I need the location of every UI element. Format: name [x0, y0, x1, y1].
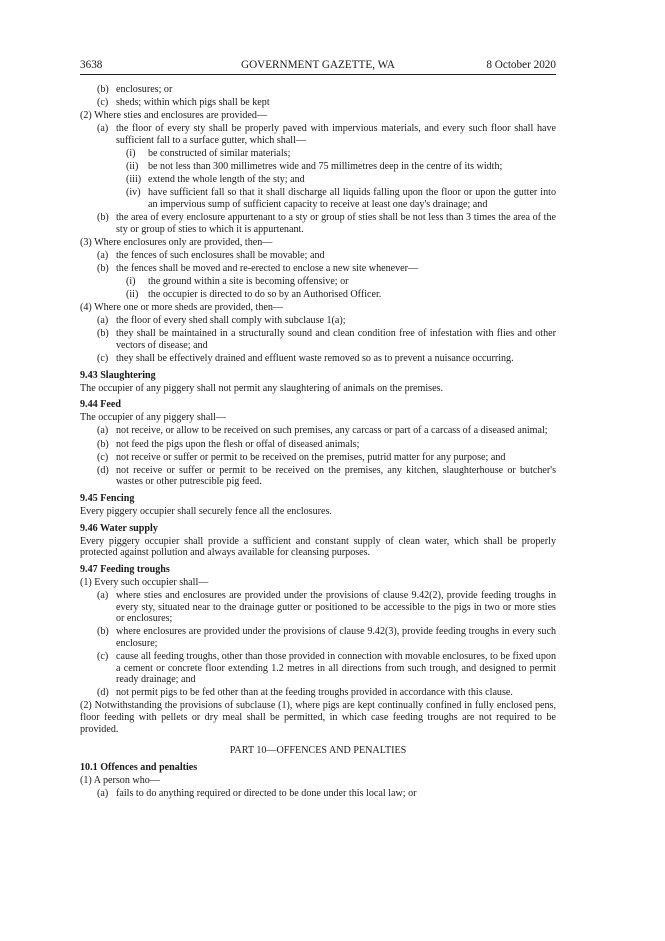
list-item	[80, 148, 556, 160]
list-item	[80, 123, 556, 146]
item-marker: (i)	[126, 275, 136, 287]
list-item	[80, 590, 556, 625]
item-marker: (c)	[97, 451, 109, 463]
item-marker: (i)	[126, 147, 136, 159]
list-item	[80, 353, 556, 365]
item-text: the floor of every shed shall comply with subclause 1(a);	[116, 315, 346, 327]
item-marker: (a)	[97, 123, 109, 135]
paragraph: The occupier of any piggery shall—	[80, 412, 227, 424]
list-item	[80, 315, 556, 327]
list-item	[80, 465, 556, 488]
gazette-title: GOVERNMENT GAZETTE, WA	[240, 59, 396, 71]
item-marker: (ii)	[126, 289, 139, 300]
item-text: not receive or suffer or permit to be received on the premises, any kitchen, slaughterhouse or butcher's wastes or other putrescible pig feed.	[116, 464, 556, 488]
list-item	[80, 161, 556, 173]
item-marker: (b)	[97, 328, 109, 340]
item-marker: (a)	[97, 590, 109, 602]
list-item	[80, 788, 556, 800]
page-number: 3638	[80, 59, 103, 71]
section-heading: 10.1 Offences and penalties	[80, 761, 198, 773]
item-marker: (b)	[97, 211, 109, 223]
item-marker: (b)	[97, 262, 109, 274]
list-item	[80, 425, 556, 437]
item-text: have sufficient fall so that it shall discharge all liquids falling upon the floor or upon the gutter into an impervious sump of sufficient capacity to receive at least one day's drainage; and	[148, 187, 556, 210]
list-item	[80, 687, 556, 699]
list-item	[80, 626, 556, 649]
item-text: sheds; within which pigs shall be kept	[116, 97, 270, 109]
list-item	[80, 439, 556, 451]
paragraph: (3) Where enclosures only are provided, then—	[80, 236, 273, 248]
item-text: extend the whole length of the sty; and	[148, 174, 305, 186]
list-item	[80, 187, 556, 210]
item-marker: (iv)	[126, 187, 141, 199]
paragraph: (2) Notwithstanding the provisions of subclause (1), where pigs are kept continually confined in fully enclosed pens, floor feeding with pellets or dry meal shall be permitted, in which case feeding troughs are not required to be provided.	[80, 700, 556, 735]
paragraph: (1) A person who—	[80, 774, 160, 786]
item-text: the floor of every sty shall be properly paved with impervious materials, and every such floor shall have sufficient fall to a surface gutter, which shall—	[116, 123, 556, 146]
part-heading: PART 10—OFFENCES AND PENALTIES	[229, 745, 407, 757]
item-text: fails to do anything required or directed to be done under this local law; or	[116, 787, 417, 799]
item-marker: (a)	[97, 315, 109, 327]
item-marker: (d)	[97, 464, 109, 476]
section-heading: 9.43 Slaughtering	[80, 369, 156, 381]
gazette-date: 8 October 2020	[486, 59, 556, 71]
item-text: cause all feeding troughs, other than those provided in connection with movable enclosures, to be fixed upon a cement or concrete floor extending 1.2 metres in all directions from such trough, and designed to permit ready drainage; and	[116, 651, 556, 686]
list-item	[80, 452, 556, 464]
item-marker: (a)	[97, 787, 109, 799]
item-text: be not less than 300 millimetres wide and 75 millimetres deep in the centre of its width;	[148, 161, 503, 173]
item-marker: (ii)	[126, 161, 139, 173]
list-item	[80, 651, 556, 686]
item-text: they shall be maintained in a structurally sound and clean condition free of infestation with flies and other vectors of disease; and	[116, 328, 556, 351]
item-text: not feed the pigs upon the flesh or offal of diseased animals;	[116, 438, 360, 450]
item-text: not receive or suffer or permit to be received on the premises, putrid matter for any purpose; and	[116, 451, 506, 463]
section-heading: 9.46 Water supply	[80, 522, 158, 534]
list-item	[80, 263, 556, 275]
item-text: the fences shall be moved and re-erected to enclose a new site whenever—	[116, 262, 419, 274]
item-text: the area of every enclosure appurtenant to a sty or group of sties shall be not less than 3 times the area of the sty or group of sties to which it is appurtenant.	[116, 211, 556, 235]
item-marker: (b)	[97, 626, 109, 638]
document-body	[80, 84, 556, 800]
gazette-page	[80, 58, 556, 801]
list-item	[80, 212, 556, 235]
item-text: they shall be effectively drained and effluent waste removed so as to prevent a nuisance occurring.	[116, 352, 514, 364]
item-text: the occupier is directed to do so by an Authorised Officer.	[148, 289, 382, 300]
list-item	[80, 289, 556, 301]
page-header	[80, 58, 556, 72]
item-marker: (b)	[97, 438, 109, 450]
item-text: where sties and enclosures are provided under the provisions of clause 9.42(2), provide feeding troughs in every sty, situated near to the drainage gutter or positioned to be accessible to the pigs in two or more sties or enclosures;	[116, 590, 556, 625]
section-heading: 9.47 Feeding troughs	[80, 563, 170, 575]
paragraph: (2) Where sties and enclosures are provided—	[80, 110, 268, 122]
paragraph: (1) Every such occupier shall—	[80, 576, 209, 588]
item-text: the fences of such enclosures shall be movable; and	[116, 249, 325, 261]
item-marker: (d)	[97, 687, 109, 699]
paragraph: The occupier of any piggery shall not permit any slaughtering of animals on the premises.	[80, 382, 443, 394]
section-heading: 9.45 Fencing	[80, 492, 135, 504]
item-marker: (b)	[97, 84, 109, 95]
item-marker: (c)	[97, 97, 109, 109]
item-marker: (c)	[97, 352, 109, 364]
item-marker: (iii)	[126, 174, 142, 186]
item-text: not receive, or allow to be received on such premises, any carcass or part of a carcass of a diseased animal;	[116, 425, 548, 437]
header-rule	[80, 74, 556, 75]
list-item	[80, 97, 556, 109]
paragraph: Every piggery occupier shall provide a sufficient and constant supply of clean water, which shall be properly protected against pollution and always available for cleansing purposes.	[80, 535, 556, 559]
item-text: where enclosures are provided under the provisions of clause 9.42(3), provide feeding troughs in every such enclosure;	[116, 626, 556, 649]
item-marker: (a)	[97, 249, 109, 261]
list-item	[80, 276, 556, 288]
list-item	[80, 84, 556, 96]
item-text: be constructed of similar materials;	[148, 147, 291, 159]
list-item	[80, 250, 556, 262]
paragraph: Every piggery occupier shall securely fence all the enclosures.	[80, 506, 332, 517]
paragraph: (4) Where one or more sheds are provided, then—	[80, 302, 284, 314]
list-item	[80, 328, 556, 351]
item-text: not permit pigs to be fed other than at the feeding troughs provided in accordance with this clause.	[116, 687, 513, 699]
item-text: enclosures; or	[116, 84, 173, 95]
section-heading: 9.44 Feed	[80, 399, 121, 411]
list-item	[80, 174, 556, 186]
item-marker: (a)	[97, 425, 109, 437]
item-text: the ground within a site is becoming offensive; or	[148, 275, 349, 287]
item-marker: (c)	[97, 651, 109, 663]
